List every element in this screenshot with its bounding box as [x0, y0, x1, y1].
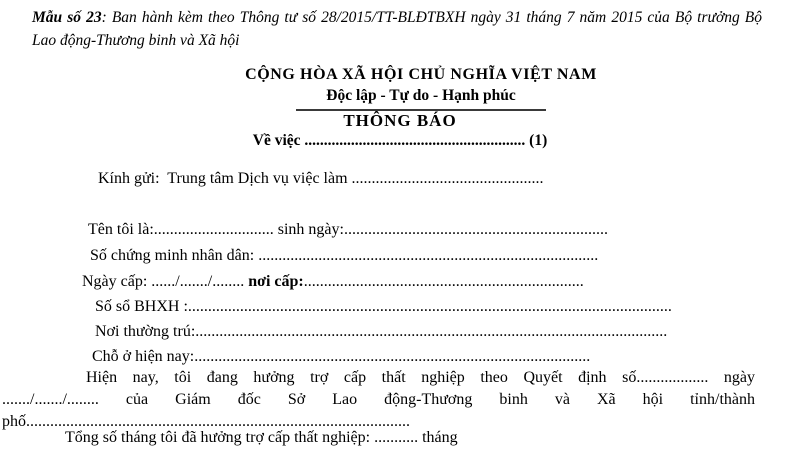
form-number-label: Mẫu số 23 [32, 9, 102, 26]
field-issue-place-label: nơi cấp: [248, 273, 304, 290]
national-title: CỘNG HÒA XÃ HỘI CHỦ NGHĨA VIỆT NAM [245, 66, 597, 83]
subject-line: Về việc ......................................................... (1) [252, 132, 548, 149]
field-current-residence: Chỗ ở hiện nay:................................................................................................... [92, 348, 591, 365]
paragraph-line-1: Hiện nay, tôi đang hưởng trợ cấp thất nghiệp theo Quyết định số.................. ngày [86, 369, 755, 386]
paragraph-line-2: ......./......./........ của Giám đốc Sở Lao động-Thương binh và Xã hội tỉnh/thành [2, 391, 755, 408]
national-header [42, 66, 800, 111]
form-number-note [32, 6, 762, 52]
benefit-decision-paragraph [2, 367, 755, 433]
field-issue-date: Ngày cấp: ....../......./........ [82, 273, 249, 290]
field-permanent-residence: Nơi thường trú:...................................................................................................................... [95, 323, 668, 340]
paragraph-line-3: phố................................................................................................ [2, 413, 410, 430]
field-full-name-birthdate: Tên tôi là:.............................. sinh ngày:.................................................................. [88, 221, 608, 238]
document-title: THÔNG BÁO [343, 111, 457, 130]
national-motto: Độc lập - Tự do - Hạnh phúc [326, 87, 516, 104]
form-number-text: : Ban hành kèm theo Thông tư số 28/2015/TT-BLĐTBXH ngày 31 tháng 7 năm 2015 của Bộ trưởng Bộ Lao động-Thương binh và Xã hội [32, 9, 763, 49]
field-id-issue [82, 273, 584, 291]
field-issue-place-dots: ...................................................................... [303, 273, 584, 290]
field-id-number: Số chứng minh nhân dân: ..................................................................................... [90, 247, 599, 264]
document-title-block [237, 111, 563, 150]
total-months-line: Tổng số tháng tôi đã hưởng trợ cấp thất nghiệp: ........... tháng [65, 429, 458, 446]
recipient-line: Kính gửi: Trung tâm Dịch vụ việc làm ................................................ [98, 170, 544, 187]
field-social-insurance-number: Số sổ BHXH :......................................................................................................................... [95, 298, 672, 315]
